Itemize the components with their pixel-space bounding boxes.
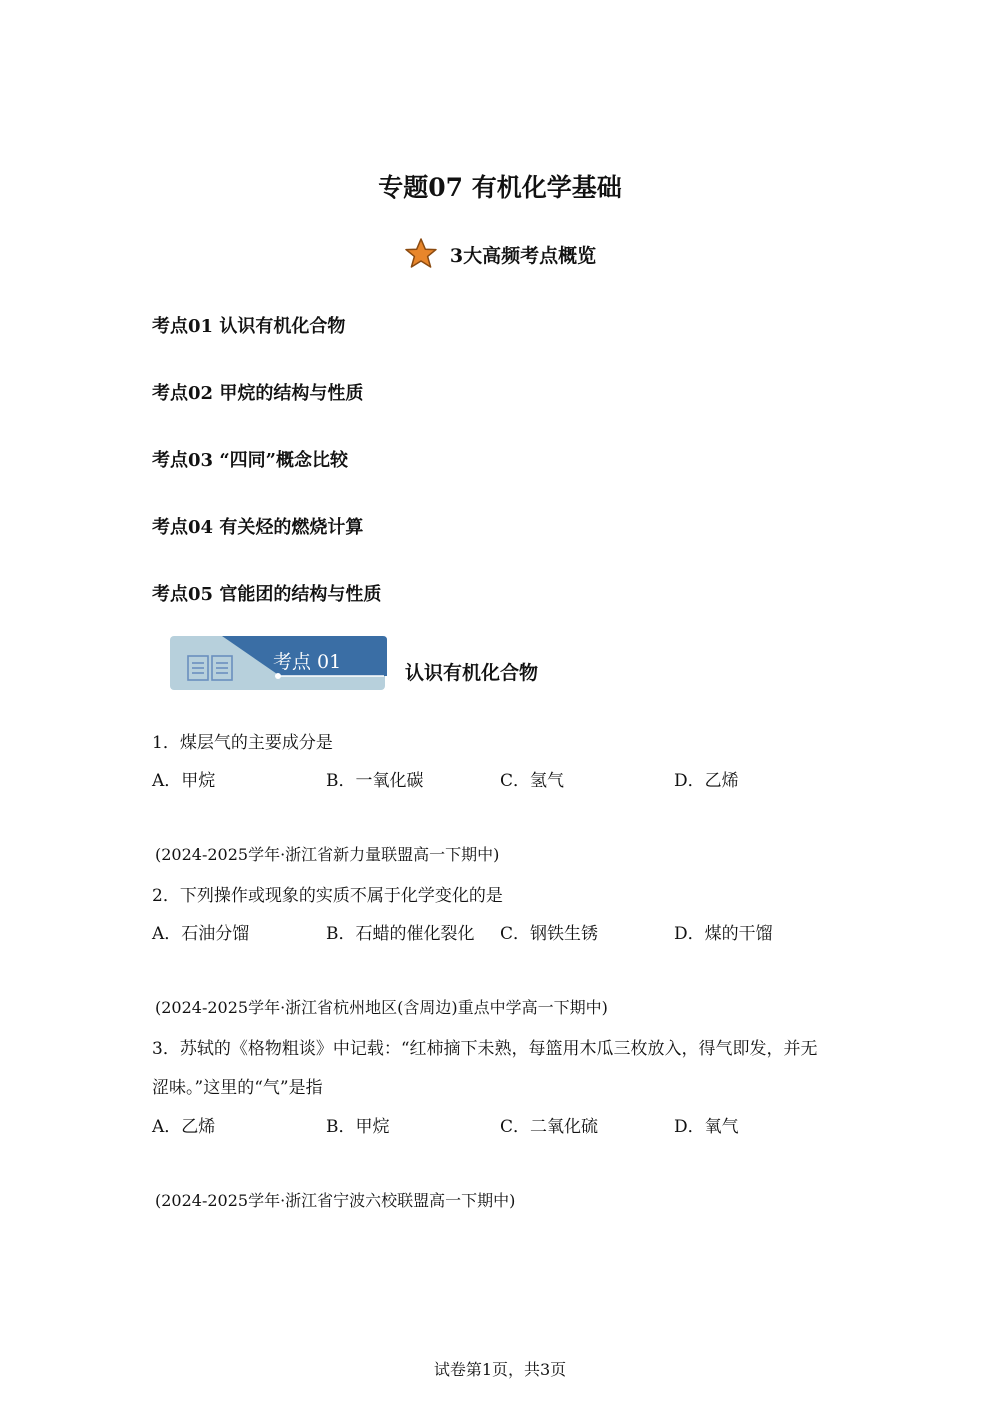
option-a: A．甲烷	[152, 771, 216, 791]
option-b: B．一氧化碳	[326, 771, 424, 791]
option-d: D．氧气	[674, 1117, 739, 1137]
question-stem: 2．下列操作或现象的实质不属于化学变化的是	[152, 886, 503, 906]
question-source: (2024-2025学年·浙江省杭州地区(含周边)重点中学高一下期中)	[155, 998, 608, 1017]
option-c: C．钢铁生锈	[500, 924, 599, 944]
page-footer: 试卷第1页，共3页	[433, 1360, 567, 1379]
question-source: (2024-2025学年·浙江省宁波六校联盟高一下期中)	[155, 1191, 516, 1210]
option-a: A．石油分馏	[152, 924, 250, 944]
banner-label: 考点 01	[273, 651, 342, 673]
option-c: C．氢气	[500, 771, 565, 791]
question-source: (2024-2025学年·浙江省新力量联盟高一下期中)	[155, 845, 500, 864]
page-title: 专题07 有机化学基础	[378, 173, 622, 202]
overview-text: 3大高频考点概览	[449, 244, 597, 267]
option-b: B．石蜡的催化裂化	[326, 924, 475, 944]
overview-heading	[0, 237, 1000, 271]
option-a: A．乙烯	[152, 1117, 216, 1137]
option-c: C．二氧化硫	[500, 1117, 599, 1137]
section-banner	[170, 634, 388, 694]
kaodian-item: 考点04 有关烃的燃烧计算	[152, 517, 364, 538]
option-b: B．甲烷	[326, 1117, 390, 1137]
section-title: 认识有机化合物	[405, 662, 539, 684]
kaodian-item: 考点03 “四同”概念比较	[152, 450, 349, 471]
question-stem: 3．苏轼的《格物粗谈》中记载：“红柿摘下未熟，每篮用木瓜三枚放入，得气即发，并无	[152, 1039, 818, 1059]
kaodian-item: 考点05 官能团的结构与性质	[152, 584, 382, 605]
option-d: D．煤的干馏	[674, 924, 773, 944]
question-stem-continued: 涩味。”这里的“气”是指	[152, 1078, 323, 1098]
option-d: D．乙烯	[674, 771, 739, 791]
kaodian-item: 考点02 甲烷的结构与性质	[152, 383, 364, 404]
kaodian-item: 考点01 认识有机化合物	[152, 316, 346, 337]
question-stem: 1．煤层气的主要成分是	[152, 733, 333, 753]
star-icon	[404, 237, 438, 271]
